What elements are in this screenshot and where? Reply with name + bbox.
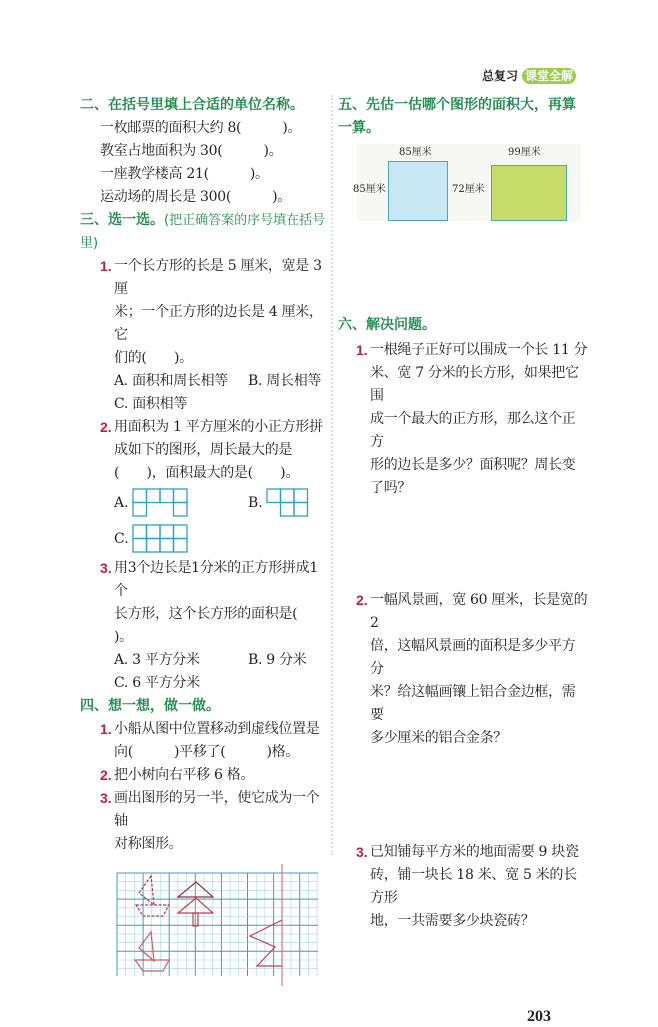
sec2-item: 运动场的周长是 300( )。 — [100, 189, 291, 205]
shape-c — [132, 524, 188, 554]
shape-a — [132, 488, 188, 518]
q-line: 成如下的图形，周长最大的是 — [114, 442, 293, 458]
label-side-1: 85厘米 — [353, 184, 386, 195]
sec6-title: 六、解决问题。 — [338, 317, 436, 333]
q-line: 了吗？ — [370, 480, 412, 496]
area-figure — [353, 144, 581, 221]
right-column — [338, 94, 588, 1027]
option-a: A. 3 平方分米 — [114, 652, 200, 668]
q-num: 3. — [356, 844, 368, 860]
question-6-1 — [338, 339, 588, 500]
q-num: 1. — [100, 721, 112, 737]
square-85 — [388, 161, 448, 221]
sec5-title: 五、先估一估哪个图形的面积大，再算一算。 — [338, 97, 576, 136]
half-figure — [250, 920, 282, 966]
q-line: 形的边长是多少？面积呢？周长变 — [370, 457, 576, 473]
option-c: C. 面积相等 — [114, 396, 188, 412]
q-line: 倍，这幅风景画的面积是多少平方分 — [370, 638, 576, 677]
sec4-title: 四、想一想，做一做。 — [80, 698, 220, 714]
q-num: 3. — [100, 560, 112, 576]
q-line: 用面积为 1 平方厘米的小正方形拼 — [114, 419, 323, 435]
q-line: 一根绳子正好可以围成一个长 11 分 — [370, 342, 588, 358]
q-line: 把小树向右平移 6 格。 — [114, 767, 255, 783]
q-line: 用3个边长是1分米的正方形拼成1个 — [114, 560, 318, 599]
q-line: 小船从图中位置移动到虚线位置是 — [114, 721, 320, 737]
option-b: B. 9 分米 — [248, 652, 307, 668]
q-line: 地，一共需要多少块瓷砖？ — [370, 913, 535, 929]
left-column — [80, 94, 326, 987]
sec2-item: 一枚邮票的面积大约 8( )。 — [100, 120, 302, 136]
question-4-1 — [80, 718, 326, 764]
q-line: 米；一个正方形的边长是 4 厘米，它 — [114, 304, 323, 343]
q-line: 一幅风景画，宽 60 厘米，长是宽的 2 — [370, 592, 588, 631]
sec2-title: 二、在括号里填上合适的单位名称。 — [80, 97, 304, 113]
sec2-item: 教室占地面积为 30( )。 — [100, 143, 283, 159]
option-b: B. 周长相等 — [248, 373, 322, 389]
question-4-2 — [80, 764, 326, 787]
series-badge: 课堂全解 — [522, 68, 576, 84]
q-line: ( )，面积最大的是( )。 — [114, 465, 300, 481]
grid-figure — [110, 862, 320, 987]
sec2-item: 一座教学楼高 21( )。 — [100, 166, 269, 182]
sec3-title — [80, 209, 326, 255]
q-line: 长方形，这个长方形的面积是( )。 — [114, 606, 325, 645]
question-6-2 — [338, 589, 588, 750]
shape-b — [266, 488, 309, 518]
page-number: 203 — [527, 1008, 551, 1025]
q-num: 1. — [356, 342, 368, 358]
question-3-1 — [80, 255, 326, 416]
sec3-note: (把正确答案的序号填在括号里) — [80, 213, 326, 251]
page-header — [482, 68, 576, 84]
q-num: 2. — [356, 592, 368, 608]
question-3-2 — [80, 416, 326, 557]
question-3-3 — [80, 557, 326, 695]
q-line: 砖，铺一块长 18 米、宽 5 米的长方形 — [370, 867, 577, 906]
sec3-title-text: 三、选一选。 — [80, 212, 164, 228]
rectangle-99x72 — [491, 165, 567, 221]
column-divider — [331, 95, 333, 855]
label-side-2: 72厘米 — [452, 184, 485, 195]
label-top-1: 85厘米 — [399, 147, 432, 158]
question-6-3 — [338, 841, 588, 933]
q-num: 2. — [100, 767, 112, 783]
option-a: A. 面积和周长相等 — [114, 373, 229, 389]
q-line: 多少厘米的铝合金条？ — [370, 730, 507, 746]
q-line: 对称图形。 — [114, 836, 183, 852]
q-line: 一个长方形的长是 5 厘米，宽是 3 厘 — [114, 258, 322, 297]
shape-b-label: B. — [248, 495, 263, 511]
q-line: 们的( )。 — [114, 350, 193, 366]
q-line: 画出图形的另一半，使它成为一个轴 — [114, 790, 320, 829]
q-num: 3. — [100, 790, 112, 806]
q-line: 向( )平移了( )格。 — [114, 744, 300, 760]
q-line: 米？给这幅画镶上铝合金边框，需要 — [370, 684, 576, 723]
label-top-2: 99厘米 — [508, 147, 541, 158]
section-label: 总复习 — [482, 69, 519, 83]
q-line: 成一个最大的正方形，那么这个正方 — [370, 411, 576, 450]
q-num: 1. — [100, 258, 112, 274]
question-4-3 — [80, 787, 326, 856]
shape-a-label: A. — [114, 495, 129, 511]
option-c: C. 6 平方分米 — [114, 675, 200, 691]
q-line: 已知铺每平方米的地面需要 9 块瓷 — [370, 844, 579, 860]
q-line: 米、宽 7 分米的长方形，如果把它围 — [370, 365, 579, 404]
q-num: 2. — [100, 419, 112, 435]
shape-c-label: C. — [114, 531, 129, 547]
